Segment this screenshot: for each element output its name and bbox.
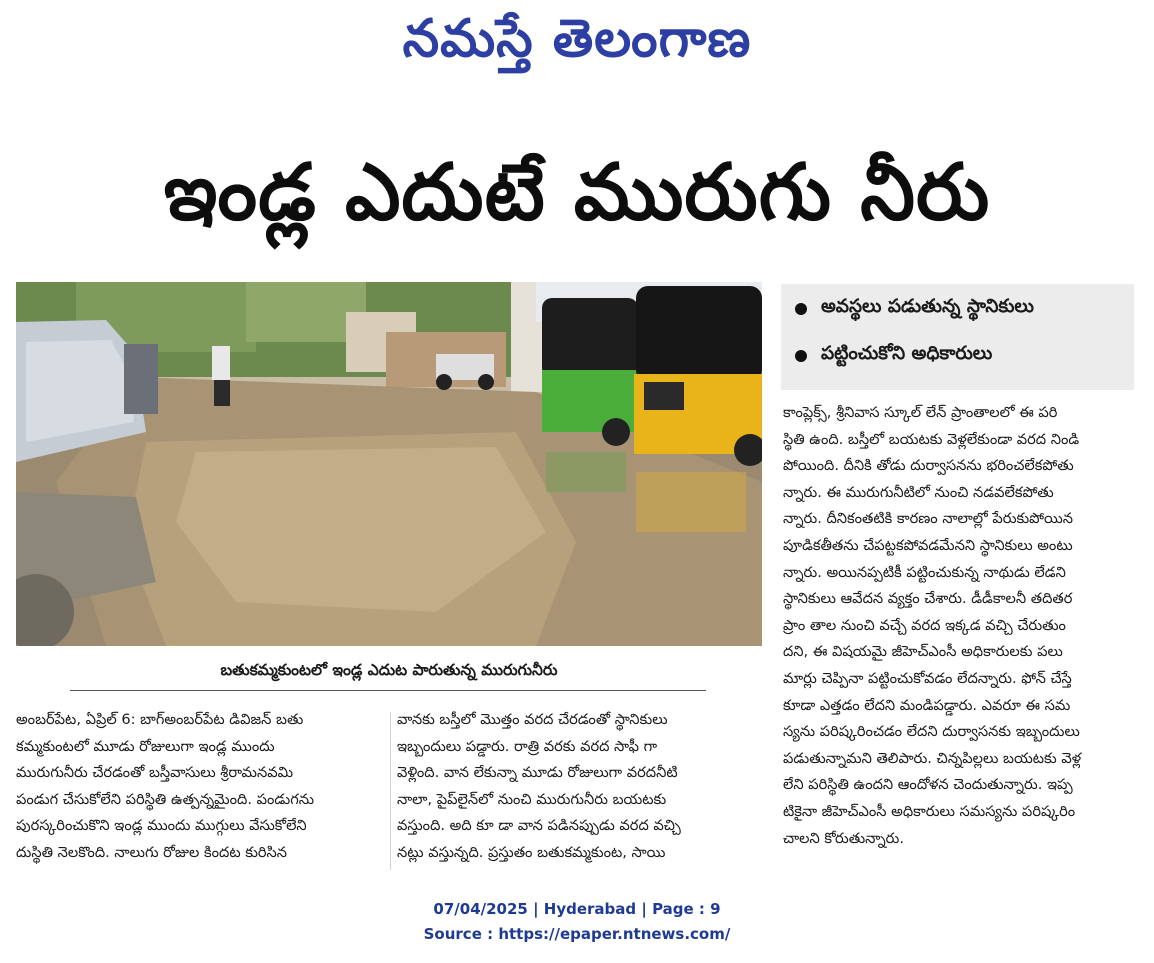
text-line: నాలా, పైప్‌లైన్‌లో నుంచి మురుగునీరు బయటకు xyxy=(397,790,667,808)
text-line: అంబర్‌పేట, ఏప్రిల్ 6: బాగ్‌అంబర్‌పేట డివిజన్ బతు xyxy=(16,711,304,728)
article-column-left xyxy=(16,707,385,867)
text-line: వస్తుంది. అది కూ డా వాన పడినప్పుడు వరద వచ్చి xyxy=(397,817,681,835)
highlight-text: పట్టించుకోని అధికారులు xyxy=(821,343,993,364)
text-line: నట్లు వస్తున్నది. ప్రస్తుతం బతుకమ్మకుంట, సాయి xyxy=(397,843,666,861)
text-line: మురుగునీరు చేరడంతో బస్తీవాసులు శ్రీరామనవమి xyxy=(16,764,294,782)
text-line: స్థానికులు ఆవేదన వ్యక్తం చేశారు. డీడీకాలనీ తదితర xyxy=(783,590,1073,608)
footer-date-location: 07/04/2025 | Hyderabad | Page : 9 xyxy=(433,900,721,918)
text-line: కమ్మకుంటలో మూడు రోజులుగా ఇండ్ల ముందు xyxy=(16,737,275,755)
text-line: కూడా ఎత్తడం లేదని మండిపడ్డారు. ఎవరూ ఈ సమ xyxy=(783,696,1071,714)
text-line: పూడికతీతను చేపట్టకపోవడమేనని స్థానికులు అంటు xyxy=(783,536,1073,554)
text-line: వెళ్లింది. వాన లేకున్నా మూడు రోజులుగా వరదనీటి xyxy=(397,764,678,782)
text-line: మార్లు చెప్పినా పట్టించుకోవడం లేదన్నారు. ఫోన్ చేస్తే xyxy=(783,669,1072,687)
article-column-middle xyxy=(397,707,762,867)
highlights-box xyxy=(781,284,1134,390)
text-line: స్యను పరిష్కరించడం లేదని దుర్వాసనకు ఇబ్బందులు xyxy=(783,723,1080,741)
text-line: ప్రాం తాల నుంచి వచ్చే వరద ఇక్కడ వచ్చి చేరుతుం xyxy=(783,616,1066,634)
highlight-item xyxy=(795,343,992,368)
text-line: న్నారు. దీనికంతటికి కారణం నాలాల్లో పేరుకుపోయిన xyxy=(783,510,1074,528)
text-line: దుస్థితి నెలకొంది. నాలుగు రోజుల కిందట కురిసిన xyxy=(16,843,288,861)
source-link[interactable]: Source : https://epaper.ntnews.com/ xyxy=(423,925,731,943)
text-line: దని, ఈ విషయమై జీహెచ్‌ఎంసీ అధికారులకు పలు xyxy=(783,643,1063,661)
highlight-text: అవస్థలు పడుతున్న స్థానికులు xyxy=(821,296,1034,317)
footer-source xyxy=(0,925,1154,943)
text-line: ఇబ్బందులు పడ్డారు. రాత్రి వరకు వరద సాఫీ గా xyxy=(397,737,658,755)
column-divider xyxy=(390,712,391,870)
news-photo xyxy=(16,282,762,646)
headline: ఇండ్ల ఎదుటే మురుగు నీరు xyxy=(163,148,991,238)
article-column-right xyxy=(783,400,1135,852)
text-line: టికైనా జీహెచ్‌ఎంసీ అధికారులు సమస్యను పరిష్కరిం xyxy=(783,802,1076,820)
text-line: కాంప్లెక్స్, శ్రీనివాస స్కూల్ లేన్ ప్రాంతాలలో ఈ పరి xyxy=(783,404,1058,421)
text-line: న్నారు. ఈ మురుగునీటిలో నుంచి నడవలేకపోతు xyxy=(783,483,1054,501)
text-line: పోయింది. దీనికి తోడు దుర్వాసనను భరించలేకపోతు xyxy=(783,457,1074,475)
text-line: పడుతున్నామని తెలిపారు. చిన్నపిల్లలు బయటకు వెళ్ల xyxy=(783,749,1082,767)
text-line: చాలని కోరుతున్నారు. xyxy=(783,829,904,847)
text-line: పురస్కరించుకొని ఇండ్ల ముందు ముగ్గులు వేసుకోలేని xyxy=(16,817,307,835)
masthead-logo: నమస్తే తెలంగాణ xyxy=(402,8,752,69)
bullet-icon xyxy=(795,303,807,315)
text-line: స్థితి ఉంది. బస్తీలో బయటకు వెళ్లలేకుండా వరద నిండి xyxy=(783,430,1080,448)
text-line: పండుగ చేసుకోలేని పరిస్థితి ఉత్పన్నమైంది. పండుగను xyxy=(16,790,315,808)
photo-caption: బతుకమ్మకుంటలో ఇండ్ల ఎదుట పారుతున్న మురుగునీరు xyxy=(220,661,558,679)
text-line: లేని పరిస్థితి ఉందని ఆందోళన చెందుతున్నారు. ఇప్ప xyxy=(783,776,1073,794)
caption-divider xyxy=(70,690,706,691)
text-line: వానకు బస్తీలో మొత్తం వరద చేరడంతో స్థానికులు xyxy=(397,711,668,728)
footer-dateline xyxy=(0,900,1154,918)
bullet-icon xyxy=(795,350,807,362)
highlight-item xyxy=(795,296,1034,321)
text-line: న్నారు. అయినప్పటికీ పట్టించుకున్న నాథుడు లేడని xyxy=(783,563,1066,581)
